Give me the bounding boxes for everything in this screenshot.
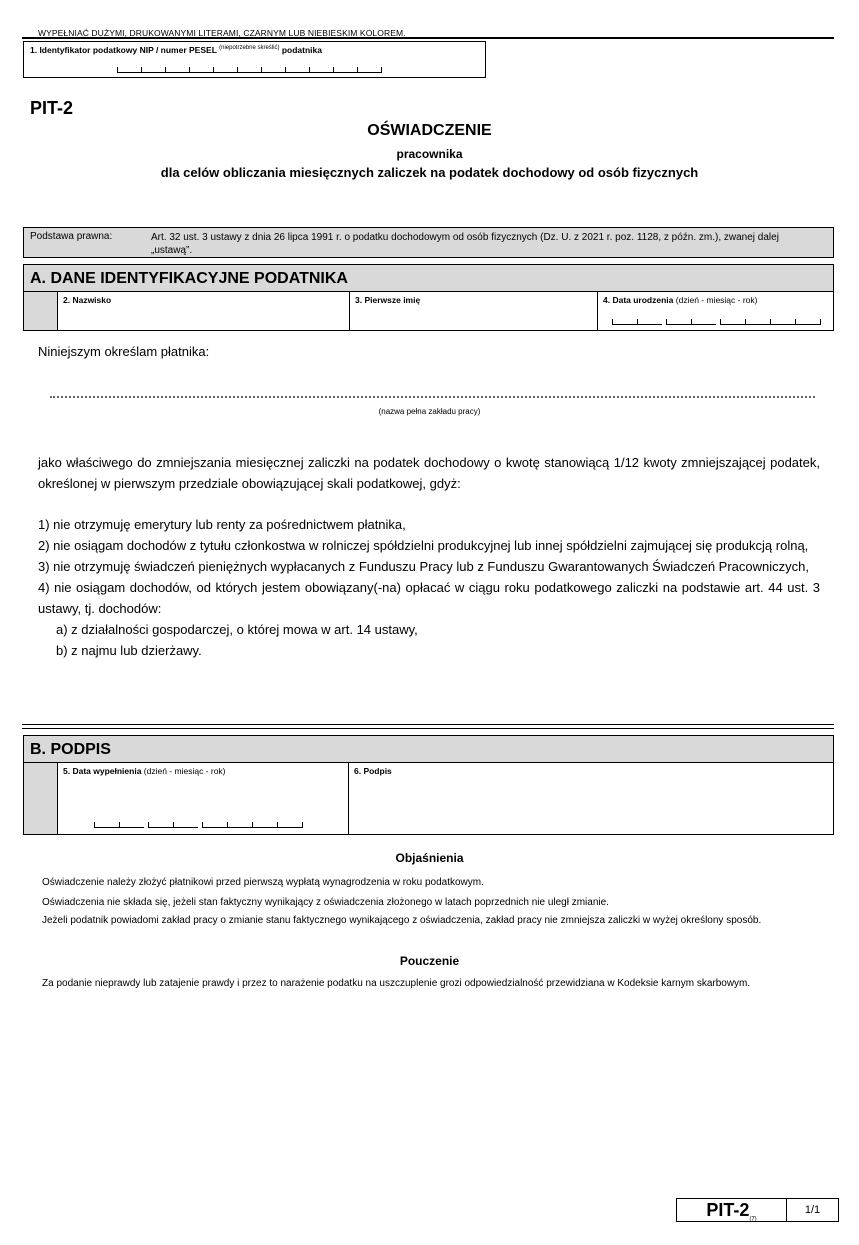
explanation-line: Oświadczenie należy złożyć płatnikowi przed pierwszą wypłatą wynagrodzenia w roku podatkowym. (42, 877, 484, 888)
surname-label: 2. Nazwisko (63, 295, 112, 305)
legal-basis-value: Art. 32 ust. 3 ustawy z dnia 26 lipca 1991 r. o podatku dochodowym od osób fizycznych (Dz. U. z 2021 r. poz. 1128, z późn. zm.), zwanej dalej „ustawą”. (151, 232, 779, 256)
first-name-label: 3. Pierwsze imię (355, 295, 421, 305)
list-item: 1) nie otrzymuję emerytury lub renty za pośrednictwem płatnika, (38, 517, 406, 532)
section-a-gutter (24, 292, 58, 330)
list-item: 3) nie otrzymuję świadczeń pieniężnych wypłacanych z Funduszu Pracy lub z Funduszu Gwarantowanych Świadczeń Pracowniczych, (38, 559, 809, 574)
explanations-body (42, 874, 834, 929)
first-name-field[interactable] (350, 292, 598, 330)
section-b-header (23, 735, 834, 763)
section-b-title: B. PODPIS (30, 741, 111, 758)
form-purpose: dla celów obliczania miesięcznych zaliczek na podatek dochodowy od osób fizycznych (160, 165, 699, 180)
employer-intro: Niniejszym określam płatnika: (38, 344, 210, 359)
legal-basis (23, 227, 834, 258)
list-subitem: a) z działalności gospodarczej, o której mowa w art. 14 ustawy, (56, 622, 418, 637)
fill-instruction: WYPEŁNIAĆ DUŻYMI, DRUKOWANYMI LITERAMI, CZARNYM LUB NIEBIESKIM KOLOREM. (38, 28, 406, 38)
fill-date-field[interactable] (58, 763, 349, 834)
footer-form-code: PIT-$2_{(7)}$ (677, 1199, 787, 1221)
list-item: 4) nie osiągam dochodów, od których jestem obowiązany(-na) opłacać w ciągu roku podatkowego zaliczki na podstawie art. 44 ust. 3 ustawy, tj. dochodów: (38, 580, 820, 616)
section-b-fields (23, 763, 834, 835)
top-divider (22, 37, 834, 39)
signature-field[interactable] (349, 763, 833, 834)
birth-date-label: 4. Data urodzenia (dzień - miesiąc - rok) (603, 295, 758, 305)
list-subitem: b) z najmu lub dzierżawy. (56, 643, 202, 658)
birth-date-field[interactable] (598, 292, 833, 330)
section-a-fields (23, 292, 834, 331)
surname-field[interactable] (58, 292, 350, 330)
fill-date-label: 5. Data wypełnienia (dzień - miesiąc - rok) (63, 766, 226, 776)
nip-digit-boxes[interactable] (117, 67, 382, 73)
warning-title: Pouczenie (399, 954, 460, 968)
fill-date-boxes[interactable] (94, 822, 303, 828)
nip-field[interactable] (23, 41, 486, 78)
declaration-paragraph: jako właściwego do zmniejszania miesięcznej zaliczki na podatek dochodowy o kwotę stanowiącą 1/12 kwoty zmniejszającej podatek, określonej w pierwszym przedziale obowiązującej skali podatkowej, gdyż: (38, 455, 820, 491)
explanation-line: Oświadczenia nie składa się, jeżeli stan faktyczny wynikający z oświadczenia złożonego w latach poprzednich nie uległ zmianie. (42, 897, 609, 908)
section-a-title: A. DANE IDENTYFIKACYJNE PODATNIKA (30, 270, 348, 287)
signature-label: 6. Podpis (354, 766, 392, 776)
explanations-title: Objaśnienia (395, 851, 464, 865)
employer-name-caption: (nazwa pełna zakładu pracy) (378, 407, 481, 416)
section-divider (22, 724, 834, 729)
legal-basis-key: Podstawa prawna: (30, 231, 113, 242)
footer-box (676, 1198, 839, 1222)
explanation-line: Jeżeli podatnik powiadomi zakład pracy o zmianie stanu faktycznego wynikającego z oświadczenia, zakład pracy nie zmniejsza zaliczki w wyżej określony sposób. (42, 915, 762, 926)
form-title: OŚWIADCZENIE (367, 122, 492, 139)
declaration-list (38, 514, 820, 661)
warning-text: Za podanie nieprawdy lub zatajenie prawdy i przez to narażenie podatku na uszczuplenie grozi odpowiedzialność przewidziana w Kodeksie karnym skarbowym. (42, 978, 751, 989)
birth-date-boxes[interactable] (612, 319, 821, 325)
employer-name-line[interactable] (50, 390, 815, 398)
section-a-header (23, 264, 834, 292)
form-code: PIT-2 (30, 98, 74, 118)
list-item: 2) nie osiągam dochodów z tytułu członkostwa w rolniczej spółdzielni produkcyjnej lub innej spółdzielni zajmującej się produkcją rolną, (38, 538, 809, 553)
section-b-gutter (24, 763, 58, 834)
nip-label: 1. Identyfikator podatkowy NIP / numer PESEL $^{(niepotrzebne skreślić)}$ podatnika (30, 45, 322, 55)
footer-page-number: 1/1 (804, 1204, 821, 1216)
form-subtitle: pracownika (396, 147, 463, 161)
